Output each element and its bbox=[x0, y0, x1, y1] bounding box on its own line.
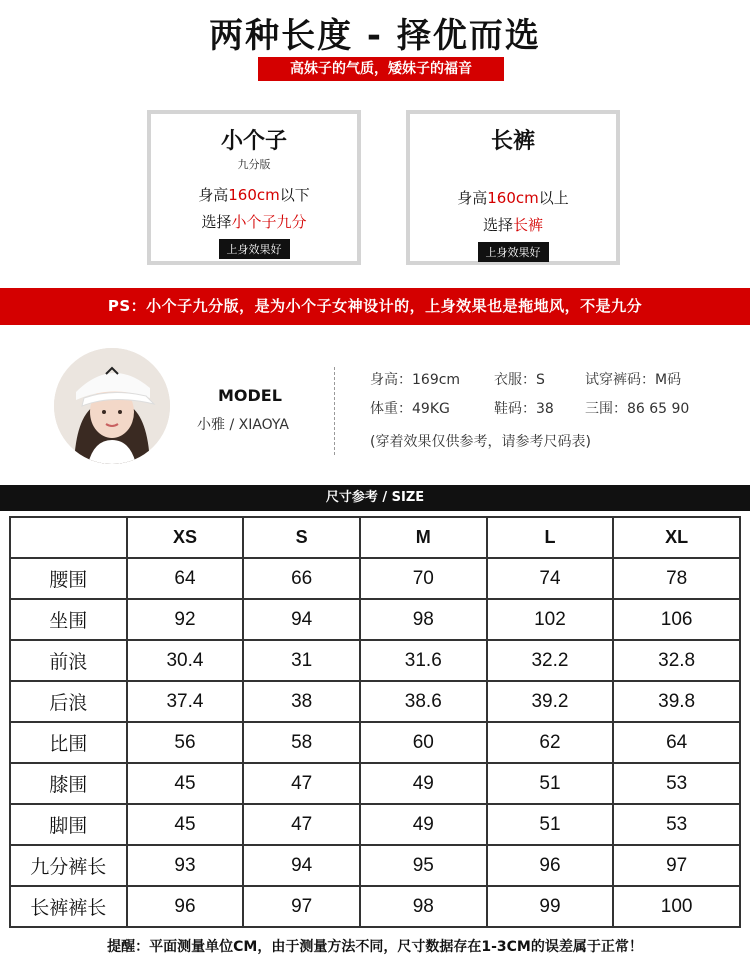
table-cell: 98 bbox=[360, 599, 487, 640]
spec-note: (穿着效果仅供参考，请参考尺码表) bbox=[370, 434, 591, 450]
table-cell: 97 bbox=[613, 845, 740, 886]
table-cell: 64 bbox=[613, 722, 740, 763]
table-row bbox=[10, 845, 740, 886]
table-cell: 37.4 bbox=[127, 681, 244, 722]
table-cell: 92 bbox=[127, 599, 244, 640]
effect-tag: 上身效果好 bbox=[478, 242, 549, 262]
row-label: 后浪 bbox=[10, 681, 127, 722]
table-cell: 45 bbox=[127, 804, 244, 845]
table-cell: 38 bbox=[243, 681, 360, 722]
size-header: L bbox=[487, 517, 614, 558]
table-cell: 102 bbox=[487, 599, 614, 640]
table-cell: 78 bbox=[613, 558, 740, 599]
table-row bbox=[10, 886, 740, 927]
table-cell: 64 bbox=[127, 558, 244, 599]
size-header: S bbox=[243, 517, 360, 558]
table-cell: 56 bbox=[127, 722, 244, 763]
table-cell: 74 bbox=[487, 558, 614, 599]
size-header: XL bbox=[613, 517, 740, 558]
card-title: 小个子 bbox=[220, 128, 287, 154]
choice-line bbox=[410, 214, 616, 235]
model-photo-icon bbox=[54, 348, 170, 464]
choice-value: 长裤 bbox=[513, 216, 544, 234]
spec-shoe-size: 鞋码：38 bbox=[494, 401, 554, 417]
model-name: 小雅 / XIAOYA bbox=[197, 417, 289, 433]
table-cell: 62 bbox=[487, 722, 614, 763]
table-cell: 53 bbox=[613, 804, 740, 845]
subtitle-banner: 高妹子的气质，矮妹子的福音 bbox=[258, 57, 504, 81]
table-cell: 96 bbox=[487, 845, 614, 886]
footer-note: 提醒：平面测量单位CM，由于测量方法不同，尺寸数据存在1-3CM的误差属于正常！ bbox=[107, 939, 643, 955]
table-cell: 51 bbox=[487, 804, 614, 845]
card-short-version bbox=[147, 110, 361, 265]
table-cell: 98 bbox=[360, 886, 487, 927]
size-header: XS bbox=[127, 517, 244, 558]
table-cell: 45 bbox=[127, 763, 244, 804]
table-cell: 96 bbox=[127, 886, 244, 927]
table-row bbox=[10, 804, 740, 845]
table-cell: 32.2 bbox=[487, 640, 614, 681]
spec-measurements: 三围：86 65 90 bbox=[585, 401, 690, 417]
height-line bbox=[151, 184, 357, 205]
table-cell: 93 bbox=[127, 845, 244, 886]
choice-prefix: 选择 bbox=[201, 213, 232, 231]
height-prefix: 身高 bbox=[198, 186, 229, 204]
table-cell: 47 bbox=[243, 804, 360, 845]
table-cell: 32.8 bbox=[613, 640, 740, 681]
table-cell: 38.6 bbox=[360, 681, 487, 722]
spec-top-size: 衣服：S bbox=[494, 372, 545, 388]
choice-prefix: 选择 bbox=[482, 216, 513, 234]
table-row bbox=[10, 558, 740, 599]
table-cell: 70 bbox=[360, 558, 487, 599]
table-cell: 94 bbox=[243, 845, 360, 886]
table-cell: 95 bbox=[360, 845, 487, 886]
effect-tag: 上身效果好 bbox=[219, 239, 290, 259]
table-header-row bbox=[10, 517, 740, 558]
ps-banner: PS：小个子九分版，是为小个子女神设计的，上身效果也是拖地风，不是九分 bbox=[0, 288, 750, 325]
page-title: 两种长度 - 择优而选 bbox=[209, 16, 541, 56]
table-cell: 106 bbox=[613, 599, 740, 640]
spec-weight: 体重：49KG bbox=[370, 401, 450, 417]
table-cell: 47 bbox=[243, 763, 360, 804]
table-cell: 49 bbox=[360, 804, 487, 845]
row-label: 长裤裤长 bbox=[10, 886, 127, 927]
table-cell: 30.4 bbox=[127, 640, 244, 681]
table-cell: 49 bbox=[360, 763, 487, 804]
choice-value: 小个子九分 bbox=[231, 213, 307, 231]
table-cell: 39.2 bbox=[487, 681, 614, 722]
height-value: 160cm bbox=[228, 186, 280, 204]
header-corner bbox=[10, 517, 127, 558]
table-cell: 66 bbox=[243, 558, 360, 599]
spec-height: 身高：169cm bbox=[370, 372, 461, 388]
size-table bbox=[9, 516, 741, 928]
card-subtitle: 九分版 bbox=[237, 158, 271, 171]
table-row bbox=[10, 640, 740, 681]
table-cell: 97 bbox=[243, 886, 360, 927]
height-line bbox=[410, 187, 616, 208]
table-cell: 39.8 bbox=[613, 681, 740, 722]
table-cell: 51 bbox=[487, 763, 614, 804]
table-cell: 94 bbox=[243, 599, 360, 640]
row-label: 九分裤长 bbox=[10, 845, 127, 886]
spec-trial-size: 试穿裤码：M码 bbox=[585, 372, 682, 388]
divider bbox=[334, 367, 335, 455]
table-row bbox=[10, 763, 740, 804]
size-section-title: 尺寸参考 / SIZE bbox=[0, 485, 750, 511]
table-cell: 31.6 bbox=[360, 640, 487, 681]
table-row bbox=[10, 722, 740, 763]
table-cell: 31 bbox=[243, 640, 360, 681]
card-long-version bbox=[406, 110, 620, 265]
height-suffix: 以下 bbox=[279, 186, 310, 204]
row-label: 腰围 bbox=[10, 558, 127, 599]
row-label: 脚围 bbox=[10, 804, 127, 845]
model-label: MODEL bbox=[218, 386, 282, 405]
table-cell: 58 bbox=[243, 722, 360, 763]
choice-line bbox=[151, 211, 357, 232]
row-label: 膝围 bbox=[10, 763, 127, 804]
model-avatar bbox=[54, 348, 170, 464]
height-prefix: 身高 bbox=[457, 189, 488, 207]
table-row bbox=[10, 681, 740, 722]
table-cell: 53 bbox=[613, 763, 740, 804]
table-cell: 100 bbox=[613, 886, 740, 927]
height-suffix: 以上 bbox=[538, 189, 569, 207]
row-label: 前浪 bbox=[10, 640, 127, 681]
card-title: 长裤 bbox=[490, 128, 535, 154]
table-row bbox=[10, 599, 740, 640]
table-cell: 60 bbox=[360, 722, 487, 763]
row-label: 坐围 bbox=[10, 599, 127, 640]
table-cell: 99 bbox=[487, 886, 614, 927]
size-header: M bbox=[360, 517, 487, 558]
height-value: 160cm bbox=[487, 189, 539, 207]
row-label: 比围 bbox=[10, 722, 127, 763]
